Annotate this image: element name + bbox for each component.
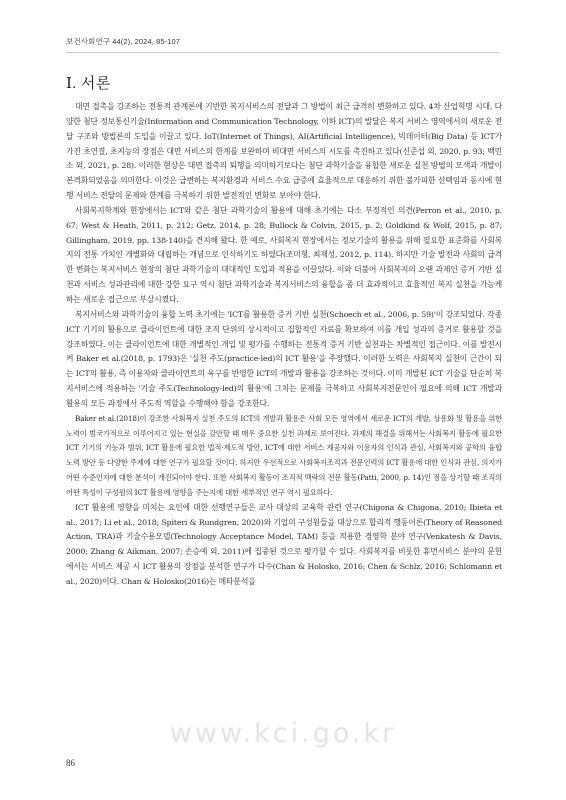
paragraph-1: 대면 접촉을 강조하는 전통적 관계론에 기반한 복지서비스의 전달과 그 방법이 최근 급격히 변화하고 있다. 4차 산업혁명 시대, 다양한 첨단 정보통신기술(Information and Communication Technology, 이하 ICT)의 발달은 복지 서비스 영역에서의 새로운 전달 구조와 방법론의 도입을 이끌고 있다. IoT(Internet of Things), AI(Artificial Intelligence), 빅데이터(Big Data) 등 ICT가 가진 초연결, 초지능의 장점은 대면 서비스의 한계를 보완하며 비대면 서비스의 시도를 촉진하고 있다(신준섭 외, 2020, p. 93; 백민소 외, 2021, p. 28). 이러한 현상은 대면 접촉의 퇴행을 의미하기보다는 첨단 과학기술을 융합한 새로운 실천 방법의 모색과 개발이 본격화되었음을 의미한다. 이것은 급변하는 복지환경과 서비스 수요 급증에 효율적으로 대응하기 위한 불가피한 선택임과 동시에 현행 서비스 전달의 문제와 한계를 극복하기 위한 발전적인 변화로 보아야 한다. bbox=[66, 102, 502, 201]
paragraph-5: ICT 활용에 영향을 미치는 요인에 대한 선행연구들은 교사 대상의 교육학 관련 연구(Chigona & Chigona, 2010; Ibieta et al., 2017; Li et al., 2018; Spiteri & Rundgren, 2020)와 기업의 구성원들을 대상으로 합리적 행동이론(Theory of Reasoned Action, TRA)과 기술수용모델(Technology Acceptance Model, TAM) 등을 적용한 경영학 분야 연구(Venkatesh & Davis, 2000; Zhang & Aikman, 2007; 손승예 외, 2011)에 집중된 것으로 평가할 수 있다. 사회복지를 비롯한 휴먼서비스 분야의 문헌에서는 서비스 제공 시 ICT 활용의 장점을 분석한 연구가 다수(Chan & Holosko, 2016; Chen & Schlz, 2016; Schlomann et al., 2020)이다. Chan & Holosko(2016)는 메타분석을 bbox=[66, 502, 502, 586]
paragraph-2: 사회복지학계와 현장에서는 ICT와 같은 첨단 과학기술의 활용에 대해 초기에는 다소 부정적인 의견(Perron et al., 2010, p. 67; West & Heath, 2011, p. 212; Getz, 2014, p. 28; Bullock & Colvin, 2015, p. 2; Goldkind & Wolf, 2015, p. 87; Gillingham, 2019, pp. 138-140)을 견지해 왔다. 한 예로, 사회복지 현장에서는 정보기술의 활용을 위해 필요한 표준화를 사회복지의 전통 가치인 개별화와 대립하는 개념으로 인식하기도 하였다(조미형, 최재성, 2012, p. 114). 하지만 기술 발전과 사회의 급격한 변화는 복지서비스 현장의 첨단 과학기술의 대대적인 도입과 적용을 이끌었다. 이와 더불어 사회복지의 오랜 과제인 증거 기반 실천과 서비스 성과관리에 대한 강한 요구 역시 첨단 과학기술과 복지서비스의 융합을 좀 더 효과적이고 효율적인 복지 실천을 가능케 하는 새로운 접근으로 부상시켰다. bbox=[66, 205, 502, 304]
running-head: 보건사회연구 44(2), 2024, 85-107 bbox=[66, 37, 181, 46]
header-rule bbox=[66, 52, 500, 53]
paragraph-3: 복지서비스와 과학기술의 융합 노력 초기에는 'ICT를 활용한 증거 기반 실천(Schoech et al., 2006, p. 59)'이 강조되었다. 각종 ICT 기기의 활용으로 클라이언트에 대한 조직 단위의 상시적이고 집합적인 자료를 확보하여 이를 개입 성과의 증거로 활용할 것을 강조하였다. 이는 클라이언트에 대한 개별적인 개입 및 평가를 수행하는 전통적 증거 기반 실천과는 차별적인 접근이다. 이를 발전시켜 Baker et al.(2018, p. 1793)은 '실천 주도(practice-led)의 ICT 활용'을 주장했다. 이러한 노력은 사회복지 실천이 근간이 되는 ICT의 활용, 즉 이용자와 클라이언트의 욕구를 반영한 ICT의 개발과 활용을 강조하는 것이다. 이미 개발된 ICT 기술을 단순히 복지서비스에 적용하는 '기술 주도(Technology-led)의 활용'에 그치는 문제를 극복하고 사회복지전문인이 필요에 의해 ICT 개발과 활용의 모든 과정에서 주도적 역할을 수행해야 함을 강조한다. bbox=[66, 309, 502, 408]
watermark: www.kci.go.kr bbox=[169, 718, 397, 749]
section-title: Ⅰ. 서론 bbox=[66, 76, 111, 92]
page-number: 86 bbox=[66, 758, 75, 768]
paragraph-4: Baker et al.(2018)이 강조한 사회복지 실천 주도의 ICT의 개발과 활용은 사회 모든 영역에서 새로운 ICT의 개발, 상용화 및 활용을 위한 노력이 범국가적으로 이루어지고 있는 현실을 감안할 때 매우 중요한 실천 과제로 보여진다. 과제의 해결을 위해서는 사회복지 활동에 필요한 ICT 기기의 기능과 범위, ICT 활용에 필요한 법적·제도적 방안, ICT에 대한 서비스 제공자와 이용자의 인식과 관심, 사회복지와 공학의 융합 노력 방안 등 다양한 주제에 대한 연구가 필요할 것이다. 하지만 우선적으로 사회복지조직과 전문인력의 ICT 활용에 대한 인식과 관심, 의지가 어떤 수준인지에 대한 분석이 개진되어야 한다. 또한 사회복지 활동이 조직적 맥락의 전문 활동(Patti, 2000, p. 14)인 점을 상기할 때 조직의 어떤 특성이 구성원의 ICT 활용에 영향을 주는지에 대한 세부적인 연구 역시 필요하다. bbox=[66, 413, 502, 497]
body-text bbox=[66, 100, 502, 590]
